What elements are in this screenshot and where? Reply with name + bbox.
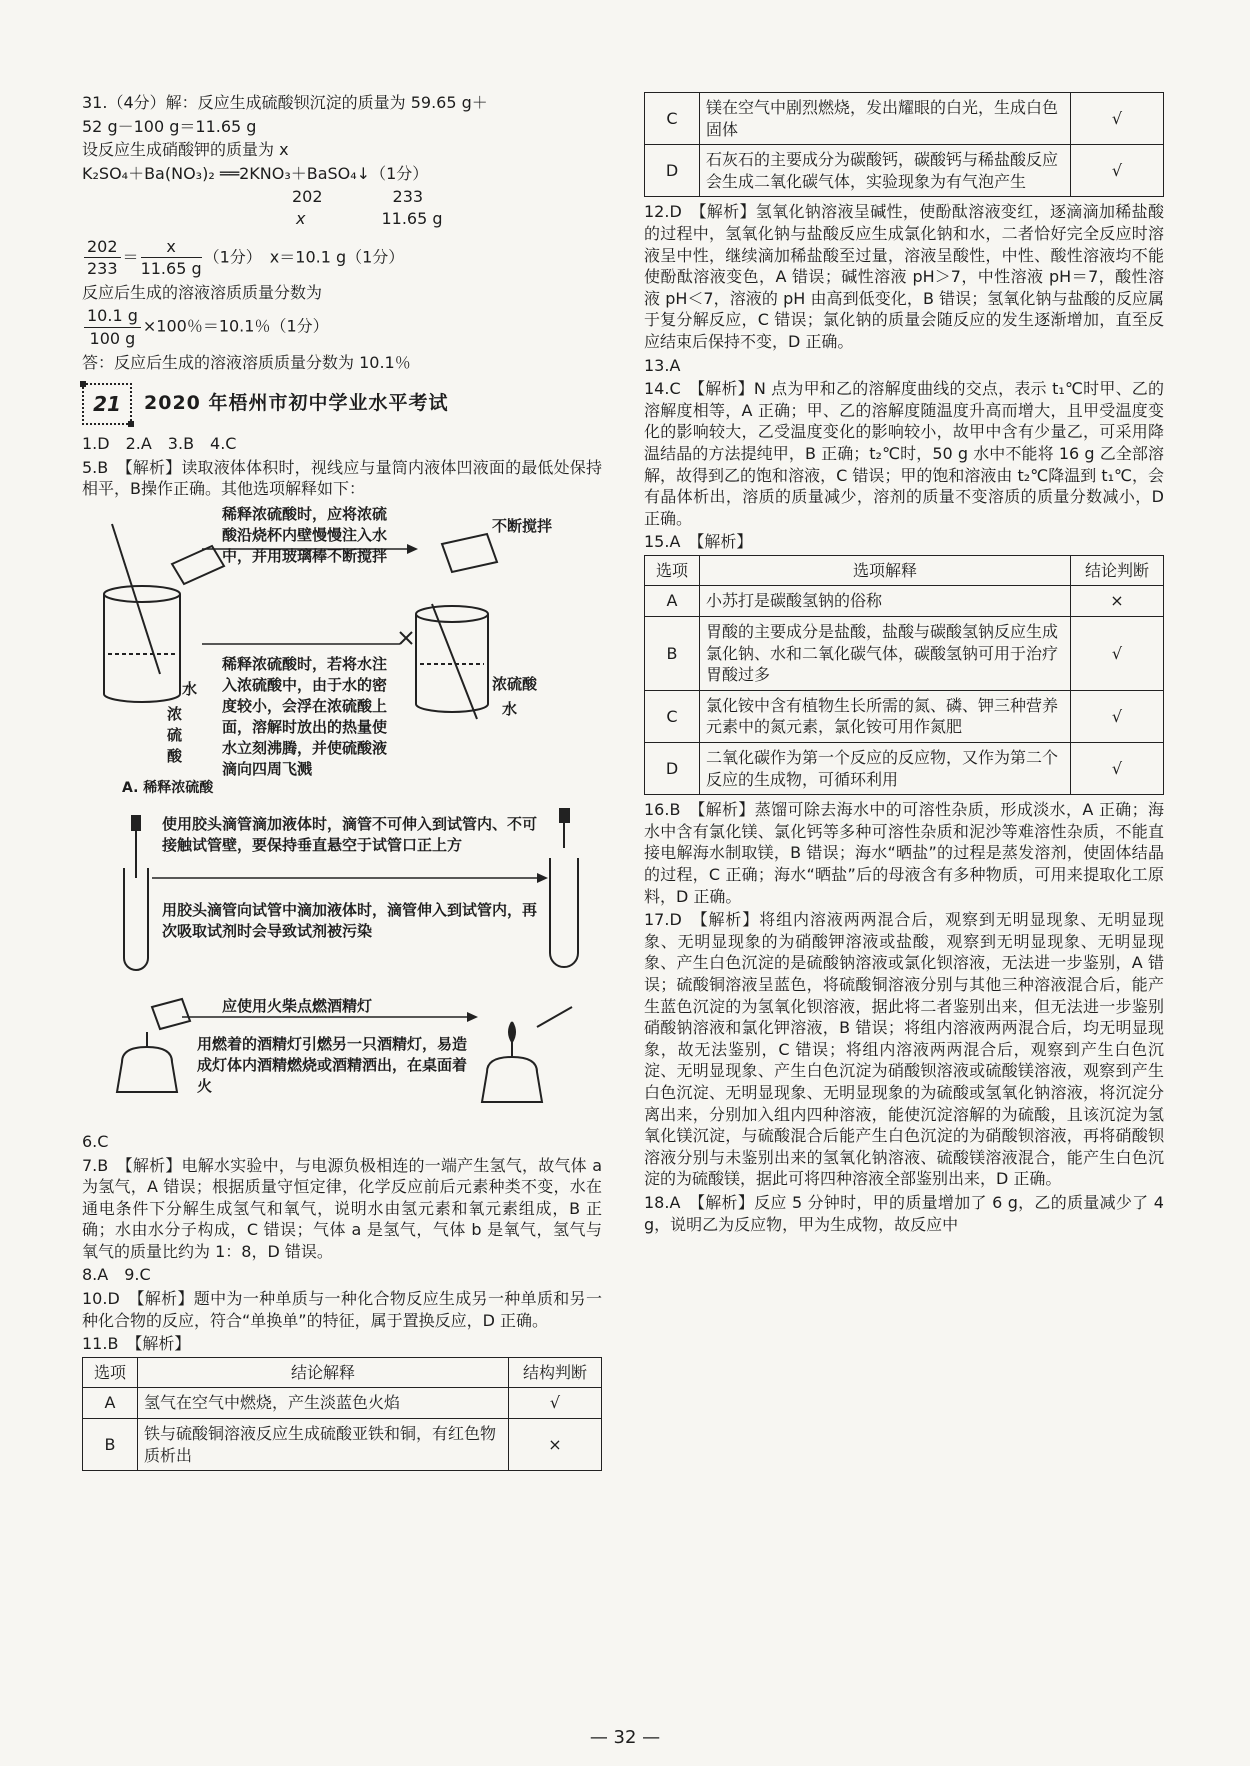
q7: 7.B 【解析】电解水实验中，与电源负极相连的一端产生氢气，故气体 a 为氢气，A 错误；根据质量守恒定律，化学反应前后元素种类不变，水在通电条件下分解生成氢气和氧气，说明水由氢元素和氧元素组成，B 正确；水由水分子构成，C 错误；气体 a 是氢气，气体 b 是氧气，氢气与氧气的质量比约为 1：8，D 错误。 bbox=[82, 1155, 602, 1261]
q31-ratio-frac1: $\frac{202}{233}$ bbox=[84, 236, 121, 280]
table-row bbox=[83, 1388, 602, 1419]
q14: 14.C 【解析】N 点为甲和乙的溶解度曲线的交点，表示 t₁℃时甲、乙的溶解度相等，A 正确；甲、乙的溶解度随温度升高而增大，且甲受温度变化的影响较大，乙受温度变化的影响较小，故甲中含有少量乙，可采用降温结晶的方法提纯甲，B 正确；t₂℃时，50 g 水中不能将 16 g 乙全部溶解，故得到乙的饱和溶液，C 错误；甲的饱和溶液由 t₂℃降温到 t₁℃，会有晶体析出，溶质的质量减少，溶剂的质量不变溶质的质量分数减小，D 正确。 bbox=[644, 379, 1164, 528]
table-cell: √ bbox=[1071, 690, 1164, 742]
table-cell: B bbox=[645, 617, 700, 691]
table-cell: 铁与硫酸铜溶液反应生成硫酸亚铁和铜，有红色物质析出 bbox=[138, 1419, 509, 1471]
q31-fraction: $\frac{10.1 g}{100 g}$ ×100％＝10.1％（1分） bbox=[82, 305, 602, 349]
q11-table-continued bbox=[644, 92, 1164, 197]
q15-table bbox=[644, 555, 1164, 795]
q18: 18.A 【解析】反应 5 分钟时，甲的质量增加了 6 g，乙的质量减少了 4 g，说明乙为反应物，甲为生成物，故反应中 bbox=[644, 1192, 1164, 1234]
q31-ratio: $\frac{202}{233}$ ＝ $\frac{x}{11.65 g}$ （1分） x＝10.1 g（1分） bbox=[82, 236, 602, 280]
q31-frac: $\frac{10.1 g}{100 g}$ bbox=[84, 305, 141, 349]
table-row bbox=[645, 145, 1164, 197]
alcohol-lamp-left-icon bbox=[117, 999, 190, 1092]
q5: 5.B 【解析】读取液体体积时，视线应与量筒内液体凹液面的最低处保持相平，B操作正确。其他选项解释如下： bbox=[82, 457, 602, 499]
table-cell: √ bbox=[509, 1388, 602, 1419]
table-row bbox=[645, 617, 1164, 691]
table-cell: √ bbox=[1071, 93, 1164, 145]
table-header-cell: 选项解释 bbox=[700, 555, 1071, 586]
figure-b-note1: 使用胶头滴管滴加液体时，滴管不可伸入到试管内、不可接触试管壁，要保持垂直悬空于试管口正上方 bbox=[162, 814, 538, 854]
figure-a-caption: A. 稀释浓硫酸 bbox=[122, 779, 214, 796]
q31-ratio-frac2: $\frac{x}{11.65 g}$ bbox=[140, 236, 202, 279]
q17: 17.D 【解析】将组内溶液两两混合后，观察到无明显现象、无明显现象、无明显现象的为硝酸钾溶液或盐酸，观察到无明显现象、无明显现象、产生白色沉淀的是硫酸钠溶液或氯化钡溶液，无法进一步鉴别，A 错误；硫酸铜溶液呈蓝色，将硫酸铜溶液分别与其他三种溶液混合后，能产生蓝色沉淀的为氢氧化钡溶液，据此将二者鉴别出来，但无法进一步鉴别硝酸钠溶液和氯化钾溶液，B 错误；将组内溶液两两混合后，均无明显现象，故无法鉴别，C 错误；将组内溶液两两混合后，观察到产生白色沉淀、无明显现象、产生白色沉淀为硝酸钡溶液或硫酸镁溶液，观察到产生白色沉淀、无明显现象、无明显现象的为硫酸或氢氧化钠溶液，将沉淀分离出来，分别加入组内四种溶液，能使沉淀溶解的为硫酸，且该沉淀为氢氧化镁沉淀，与硫酸混合后能产生白色沉淀的为硝酸钡溶液，再将硝酸钡溶液分别与未鉴别出来的氢氧化钠溶液、硫酸镁溶液混合，能产生白色沉淀的为硫酸镁，据此可将四种溶液全部鉴别出来，D 正确。 bbox=[644, 910, 1164, 1189]
table-header-cell: 结构判断 bbox=[509, 1357, 602, 1388]
table-header-cell: 选项 bbox=[83, 1357, 138, 1388]
table-cell: A bbox=[83, 1388, 138, 1419]
figure-a-water2-label: 水 bbox=[502, 699, 518, 718]
figure-c-note2: 用燃着的酒精灯引燃另一只酒精灯，易造成灯体内酒精燃烧或酒精洒出，在桌面着火 bbox=[197, 1034, 468, 1095]
q31-line3: 设反应生成硝酸钾的质量为 x bbox=[82, 140, 289, 160]
q11-table bbox=[82, 1357, 602, 1471]
table-cell: 镁在空气中剧烈燃烧，发出耀眼的白光，生成白色固体 bbox=[700, 93, 1071, 145]
table-cell: × bbox=[509, 1419, 602, 1471]
table-cell: 二氧化碳作为第一个反应的反应物，又作为第二个反应的生成物，可循环利用 bbox=[700, 743, 1071, 795]
table-cell: C bbox=[645, 93, 700, 145]
table-cell: 胃酸的主要成分是盐酸，盐酸与碳酸氢钠反应生成氯化钠、水和二氧化碳气体，碳酸氢钠可用于治疗胃酸过多 bbox=[700, 617, 1071, 691]
left-column bbox=[82, 92, 602, 1471]
q31-line2: 52 g－100 g＝11.65 g bbox=[82, 116, 257, 136]
q10: 10.D 【解析】题中为一种单质与一种化合物反应生成另一种单质和另一种化合物的反应，符合“单换单”的特征，属于置换反应，D 正确。 bbox=[82, 1289, 602, 1330]
q12: 12.D 【解析】氢氧化钠溶液呈碱性，使酚酞溶液变红，逐滴滴加稀盐酸的过程中，氢氧化钠与盐酸反应生成氯化钠和水，二者恰好完全反应时溶液呈中性，继续滴加稀盐酸至过量，溶液呈酸性，中性、酸性溶液均不能使酚酞溶液变色，A 错误；碱性溶液 pH＞7，中性溶液 pH＝7，酸性溶液 pH＜7，溶液的 pH 由高到低变化，B 错误；氢氧化钠与盐酸的反应属于复分解反应，C 错误；氯化钠的质量会随反应的发生逐渐增加，直至反应结束后保持不变，D 正确。 bbox=[644, 202, 1164, 351]
table-cell: √ bbox=[1071, 743, 1164, 795]
table-header-row bbox=[645, 555, 1164, 586]
figure-a-acid2-label: 浓硫酸 bbox=[492, 674, 538, 693]
section-header bbox=[82, 383, 602, 425]
table-cell: D bbox=[645, 145, 700, 197]
dropper-right-icon bbox=[550, 808, 578, 967]
q31-m2: 233 bbox=[392, 187, 424, 207]
q31-line5: 反应后生成的溶液溶质质量分数为 bbox=[82, 282, 323, 302]
table-header-cell: 结论判断 bbox=[1071, 555, 1164, 586]
section-title: 2020 年梧州市初中学业水平考试 bbox=[144, 392, 449, 415]
table-row bbox=[645, 93, 1164, 145]
q31-masses-row1 bbox=[82, 186, 602, 208]
figure-b bbox=[82, 808, 602, 988]
q31-w: 11.65 g bbox=[381, 208, 443, 228]
beaker-left-icon bbox=[104, 524, 224, 702]
q31-line1: 31.（4分）解：反应生成硫酸钡沉淀的质量为 59.65 g＋ bbox=[82, 93, 488, 112]
q31-answer: 答：反应后生成的溶液溶质质量分数为 10.1％ bbox=[82, 352, 411, 372]
table-cell: 小苏打是碳酸氢钠的俗称 bbox=[700, 586, 1071, 617]
table-cell: 氢气在空气中燃烧，产生淡蓝色火焰 bbox=[138, 1388, 509, 1419]
figure-a-note1: 稀释浓硫酸时，应将浓硫酸沿烧杯内壁慢慢注入水中，并用玻璃棒不断搅拌 bbox=[222, 504, 388, 565]
table-row bbox=[645, 586, 1164, 617]
figure-c bbox=[82, 992, 602, 1127]
q13: 13.A bbox=[644, 355, 681, 375]
q31-masses-row2 bbox=[82, 208, 602, 230]
figure-a-stir-label: 不断搅拌 bbox=[492, 516, 553, 535]
table-cell: B bbox=[83, 1419, 138, 1471]
table-cell: √ bbox=[1071, 617, 1164, 691]
section-badge: 21 bbox=[82, 383, 132, 425]
table-cell: A bbox=[645, 586, 700, 617]
q31-equation: K₂SO₄＋Ba(NO₃)₂ ══2KNO₃＋BaSO₄↓（1分） bbox=[82, 163, 429, 183]
figure-a bbox=[82, 504, 602, 804]
answers-1-4: 1.D 2.A 3.B 4.C bbox=[82, 434, 237, 454]
figure-a-water-label: 水 bbox=[182, 679, 198, 698]
figure-c-note1: 应使用火柴点燃酒精灯 bbox=[222, 996, 373, 1015]
table-cell: D bbox=[645, 743, 700, 795]
table-cell: 氯化铵中含有植物生长所需的氮、磷、钾三种营养元素中的氮元素，氯化铵可用作氮肥 bbox=[700, 690, 1071, 742]
q11-head: 11.B 【解析】 bbox=[82, 1334, 191, 1354]
table-cell: √ bbox=[1071, 145, 1164, 197]
q31-x: x bbox=[296, 208, 306, 228]
beaker-right-icon bbox=[416, 534, 497, 719]
alcohol-lamp-right-icon bbox=[482, 1007, 572, 1102]
table-row bbox=[83, 1419, 602, 1471]
table-cell: 石灰石的主要成分为碳酸钙，碳酸钙与稀盐酸反应会生成二氧化碳气体，实验现象为有气泡产生 bbox=[700, 145, 1071, 197]
dropper-left-icon bbox=[124, 816, 148, 970]
table-header-row bbox=[83, 1357, 602, 1388]
q31-m1: 202 bbox=[292, 187, 323, 207]
table-row bbox=[645, 743, 1164, 795]
figure-a-note2: 稀释浓硫酸时，若将水注入浓硫酸中，由于水的密度较小，会浮在浓硫酸上面，溶解时放出的热量使水立刻沸腾，并使硫酸液滴向四周飞溅 bbox=[222, 654, 388, 778]
q15-head: 15.A 【解析】 bbox=[644, 532, 753, 552]
q8-9: 8.A 9.C bbox=[82, 1265, 151, 1285]
figure-a-acid-label: 浓硫酸 bbox=[167, 704, 183, 765]
table-header-cell: 结论解释 bbox=[138, 1357, 509, 1388]
q16: 16.B 【解析】蒸馏可除去海水中的可溶性杂质，形成淡水，A 正确；海水中含有氯化镁、氯化钙等多种可溶性杂质和泥沙等难溶性杂质，不能直接电解海水制取镁，B 错误；海水“晒盐”的过程是蒸发溶剂，使固体结晶的过程，C 正确；海水“晒盐”后的母液含有多种物质，可用来提取化工原料，D 正确。 bbox=[644, 800, 1164, 906]
table-cell: C bbox=[645, 690, 700, 742]
table-row bbox=[645, 690, 1164, 742]
table-header-cell: 选项 bbox=[645, 555, 700, 586]
q6: 6.C bbox=[82, 1131, 109, 1151]
page-number: — 32 — bbox=[589, 1727, 661, 1748]
table-cell: × bbox=[1071, 586, 1164, 617]
right-column bbox=[644, 92, 1164, 1237]
figure-b-note2: 用胶头滴管向试管中滴加液体时，滴管伸入到试管内，再次吸取试剂时会导致试剂被污染 bbox=[162, 900, 538, 940]
